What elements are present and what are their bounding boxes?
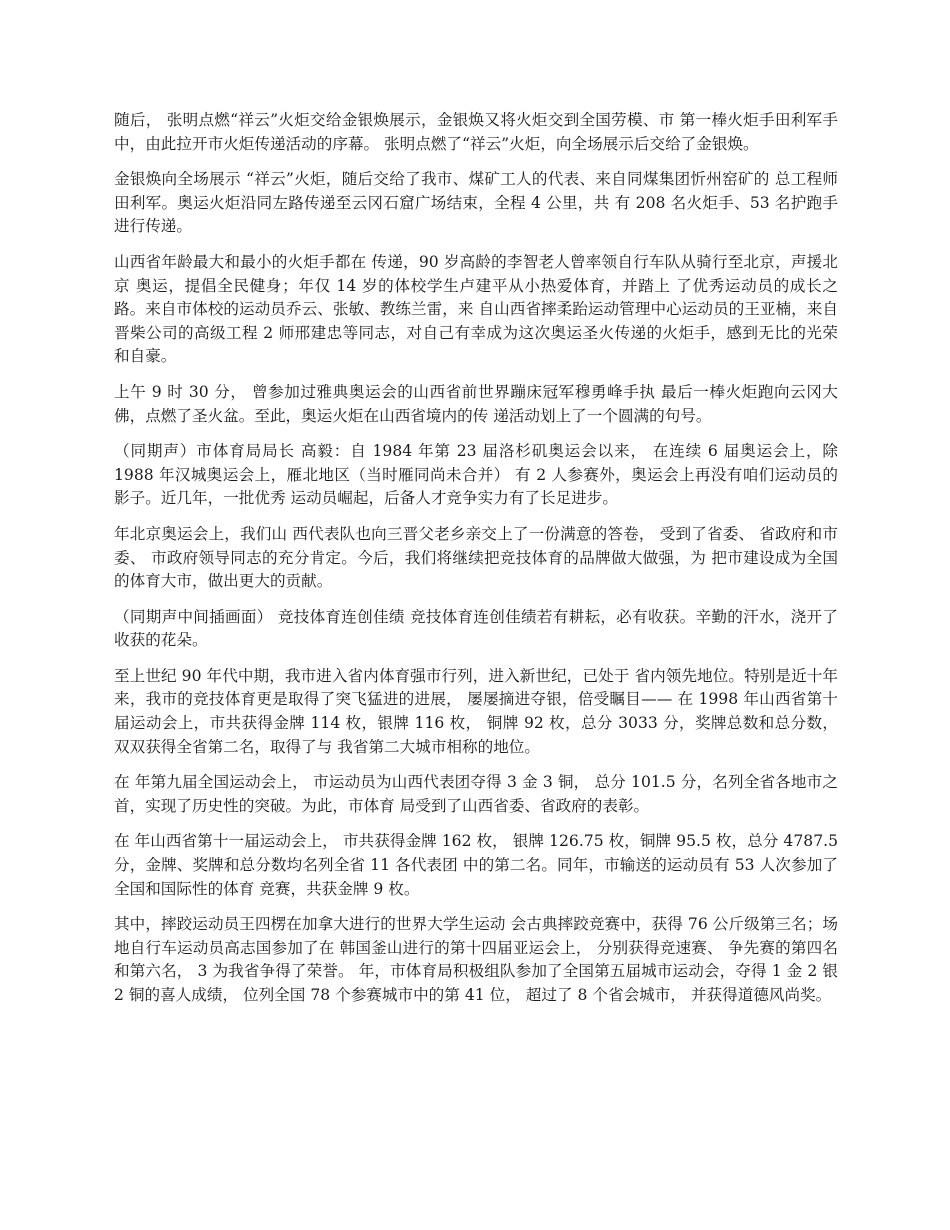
paragraph-athlete-achievements: 其中，摔跤运动员王四楞在加拿大进行的世界大学生运动 会古典摔跤竞赛中，获得 76 公斤级第三名；场地自行车运动员高志国参加了在 韩国釜山进行的第十四届亚运会上， 分别获得竞速赛、 争先赛的第四名和第六名， 3 为我省争得了荣誉。 年，市体育局积极组队参加了全国第五届城市运动会，夺得 1 金 2 银 2 铜的喜人成绩， 位列全国 78 个参赛城市中的第 41 位， 超过了 8 个省会城市， 并获得道德风尚奖。 [114, 915, 838, 1004]
paragraph-provincial-games: 在 年山西省第十一届运动会上， 市共获得金牌 162 枚， 银牌 126.75 枚，铜牌 95.5 枚，总分 4787.5 分，金牌、奖牌和总分数均名列全省 11 各代表团 中的第二名。同年，市输送的运动员有 53 人次参加了全国和国际性的体育 竞赛，共获金牌 9 枚。 [114, 832, 838, 898]
paragraph-beijing-olympics: 年北京奥运会上，我们山 西代表队也向三晋父老乡亲交上了一份满意的答卷， 受到了省委、 省政府和市委、 市政府领导同志的充分肯定。今后，我们将继续把竞技体育的品牌做大做强，为 把市建设成为全国的体育大市，做出更大的贡献。 [114, 524, 838, 591]
paragraph-director-statement: （同期声）市体育局局长 高毅：自 1984 年第 23 届洛杉矶奥运会以来， 在连续 6 届奥运会上，除 1988 年汉城奥运会上，雁北地区（当时雁同尚未合并） 有 2 人参赛外，奥运会上再没有咱们运动员的影子。近几年，一批优秀 运动员崛起，后备人才竞争实力有了长足进步。 [114, 442, 838, 508]
paragraph-torch-handover: 随后， 张明点燃“祥云”火炬交给金银焕展示，金银焕又将火炬交到全国劳模、市 第一棒火炬手田利军手中，由此拉开市火炬传递活动的序幕。 张明点燃了“祥云”火炬，向全场展示后交给了金银焕。 [114, 111, 838, 153]
paragraph-torchbearers: 山西省年龄最大和最小的火炬手都在 传递，90 岁高龄的李智老人曾率领自行车队从骑行至北京，声援北京 奥运，提倡全民健身；年仅 14 岁的体校学生卢建平从小热爱体育，并踏上 了优秀运动员的成长之路。来自市体校的运动员乔云、张敏、教练兰雷，来 自山西省摔柔跆运动管理中心运动员的王亚楠，来自晋柴公司的高级工程 2 师邢建忠等同志，对自己有幸成为这次奥运圣火传递的火炬手，感到无比的光荣 和自豪。 [114, 252, 838, 366]
paragraph-national-games: 在 年第九届全国运动会上， 市运动员为山西代表团夺得 3 金 3 铜， 总分 101.5 分，名列全省各地市之首，实现了历史性的突破。为此，市体育 局受到了山西省委、省政府的表彰。 [114, 773, 838, 815]
paragraph-torch-route: 金银焕向全场展示 “祥云”火炬，随后交给了我市、煤矿工人的代表、来自同煤集团忻州窑矿的 总工程师田利军。奥运火炬沿同左路传递至云冈石窟广场结束，全程 4 公里，共 有 208 名火炬手、53 名护跑手进行传递。 [114, 170, 838, 236]
paragraph-sports-history: 至上世纪 90 年代中期，我市进入省内体育强市行列，进入新世纪，已处于 省内领先地位。特别是近十年来，我市的竞技体育更是取得了突飞猛进的进展， 屡屡摘进夺银，倍受瞩目—— 在 1998 年山西省第十届运动会上，市共获得金牌 114 枚，银牌 116 枚， 铜牌 92 枚，总分 3033 分，奖牌总数和总分数，双双获得全省第二名，取得了与 我省第二大城市相称的地位。 [114, 666, 838, 756]
paragraph-interlude: （同期声中间插画面） 竞技体育连创佳绩 竞技体育连创佳绩若有耕耘，必有收获。辛勤的汗水，浇开了收获的花朵。 [114, 607, 838, 650]
paragraph-cauldron-lighting: 上午 9 时 30 分， 曾参加过雅典奥运会的山西省前世界蹦床冠军穆勇峰手执 最后一棒火炬跑向云冈大佛，点燃了圣火盆。至此，奥运火炬在山西省境内的传 递活动划上了一个圆满的句号。 [114, 382, 838, 425]
document-body [114, 109, 838, 1020]
